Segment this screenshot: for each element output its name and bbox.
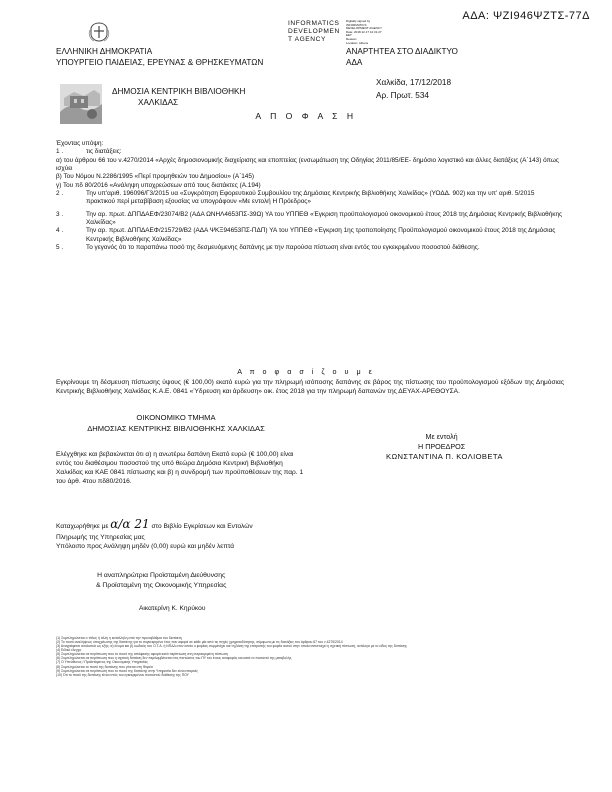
considerations [56,140,564,252]
list-item: 2 . Την υπ'αριθ. 196096/Γ3/2015 υα «Συγκρότηση Εφορευτικού Συμβουλίου της Δημόσιας Κεντρικής Βιβλιοθήκης Χαλκίδας» (ΥΟΔΔ. 902) και την υπ' αριθ. 5/2015 πρακτικού περί μεταβίβαση εξουσίας να υπογράφουν «Με εντολή Η Πρόεδρος» [56,189,535,206]
decide-heading: Α π ο φ α σ ί ζ ο υ μ ε [237,367,375,376]
verification-paragraph: Ελέγχθηκε και βεβαιώνεται ότι α) η ανωτέρω δαπάνη Εκατό ευρώ (€ 100,00) είναι εντός του διαθέσιμου ποσοστού της υπό θεώρα Δημόσια Κεντρική Βιβλιοθήκη Χαλκίδας και ΚΑΕ 0841 πίστωσης και β) η συνδρομή των προϋποθέσεων της παρ. 1 του άρθ. 4του πδ80/2016. [56,451,304,485]
list-item: 3 . Την αρ. πρωτ. ΔΠΠΔΑΕΦ/23074/Β2 (ΑΔΑ ΩΝΗΛ4653ΠΣ-39Ω) ΥΑ του ΥΠΠΕΘ «Έγκριση προϋπολογισμού οικονομικού έτους 2018 της Δημόσιας Κεντρικής Βιβλιοθήκης Χαλκίδας» [56,210,563,226]
deputy-head-title: Η αναπληρώτρια Προϊσταμένη Διεύθυνσης & Προϊσταμένη της Οικονομικής Υπηρεσίας [96,572,227,589]
digital-signature-note: Digitally signed by INFORMATICS DEVELOPMENT AGENCY Date: 2018.12.17 12:31:27 EET Reason: Location: Athens [346,19,382,45]
agency-label: INFORMATICS DEVELOPMEN T AGENCY [288,20,340,43]
footnote: (6) Συμπληρώνεται σε περίπτωση που η σχετική δαπάνη δεν περιλαμβάνεται στις πιστώσεις του ΠΥ του έτους αναφοράς και κατά το ποσοστό της μεταβολής [56,656,292,661]
list-item: 5 . Το γεγονός ότι το παραπάνω ποσό της δεσμευόμενης δαπάνης με την παρούσα πίστωση είναι εντός του εγκεκριμένου ποσοστού διάθεσης. [56,243,480,251]
ada-number: ΑΔΑ: ΨΖΙ946ΨΖΤΣ-77Δ [462,10,590,22]
footnote: (1) Συμπληρώνεται ο τίτλος ή άλλη η κατάλληλη από την πρωτοβάθμια του διατάκτη [56,636,182,640]
footnotes [56,636,576,677]
republic-header: ΕΛΛΗΝΙΚΗ ΔΗΜΟΚΡΑΤΙΑ ΥΠΟΥΡΓΕΙΟ ΠΑΙΔΕΙΑΣ, ΕΡΕΥΝΑΣ & ΘΡΗΣΚΕΥΜΑΤΩΝ [56,47,264,67]
date-protocol [376,76,451,102]
order-signature-block: Με εντολή Η ΠΡΟΕΔΡΟΣ [418,432,466,452]
registration-line: Καταχωρήθηκε με α/α 21 στο Βιβλίο Εγκρίσεων και Εντολών [56,517,253,531]
handwritten-number: α/α 21 [110,517,150,531]
list-subitem: α) του άρθρου 66 του ν.4270/2014 «Αρχές δημοσιονομικής διαχείρισης και εποπτείας (ενσωμάτωση της Οδηγίας 2011/85/ΕΕ- δημόσιο λογιστικό και άλλες διατάξεις (Α΄143) όπως ισχύει [56,156,559,172]
anartitea-header: ΑΝΑΡΤΗΤΕΑ ΣΤΟ ΔΙΑΔΙΚΤΥΟ ΑΔΑ [346,47,458,67]
footnote: (10) Ότι το ποσό της δαπάνης είναι εντός του εγκεκριμένου ποσοστού διάθεσης της ΠΟΥ [56,672,189,677]
financial-department: ΟΙΚΟΝΟΜΙΚΟ ΤΜΗΜΑ ΔΗΜΟΣΙΑΣ ΚΕΝΤΡΙΚΗΣ ΒΙΒΛΙΟΘΗΚΗΣ ΧΑΛΚΙΔΑΣ [87,413,265,433]
intro-text: Έχοντας υπόψη: [56,140,104,147]
footnote: (8) Συμπληρώνεται το ποσό της δαπάνης που γίνεται στη Φορέα [56,664,153,669]
protocol-number: Αρ. Πρωτ. 534 [376,91,429,101]
footnote: (3) Αναγράφεται αναλυτικά ως εξής: α) όνομα και β) κωδικός του Ο.Τ.Α. ή ΝΠΔΔ στον οποίο ο φορέας συμμετέχει και τη βάση της επιτροπής του φορέα αυτού στην οποία αντιστοιχεί η σχετική πίστωση, ανάλογα με το είδος της δαπάνης [56,644,408,649]
document-date: Χαλκίδα, 17/12/2018 [376,78,452,87]
list-subitem: γ) Του πδ 80/2016 «Ανάληψη υποχρεώσεων από τους διατάκτες (Α.194) [56,181,261,189]
greek-crest-icon [88,22,110,42]
footnote: (4) Ειδικό έλεγχο [56,648,82,653]
footnote: (2) Το ποσό αναλήψεως υποχρέωσης της δαπάνης για το συγκεκριμένο έτος που αφορά σε κάθε μία από τις πηγές χρηματοδότησης, σύμφωνα με τις διατάξεις του άρθρου 67 του ν.4270/2014 [56,640,343,645]
decision-title: Α Π Ο Φ Α Σ Η [255,111,357,121]
president-name: ΚΩΝΣΤΑΝΤΙΝΑ Π. ΚΟΛΙΟΒΕΤΑ [386,452,503,461]
footnote: (7) Ο Υπεύθυνος / Προϊστάμενος της Οικονομικής Υπηρεσίας [56,660,148,665]
list-item: 1 . τις διατάξεις: [56,148,122,156]
library-name: ΔΗΜΟΣΙΑ ΚΕΝΤΡΙΚΗ ΒΙΒΛΙΟΘΗΚΗ ΧΑΛΚΙΔΑΣ [112,87,246,108]
footnote: (5) Συμπληρώνεται σε περίπτωση που το ποσό της απόφασης αφορά κατά περίπτωση στη συγκεκριμένη πίστωση [56,652,228,657]
list-subitem: β) Του Νόμου Ν.2286/1995 «Περί προμηθειών του Δημοσίου» (Α΄145) [56,173,255,181]
list-item: 4 . Την αρ. πρωτ. ΔΠΠΔΑΕΦ/215729/Β2 (ΑΔΑ ΨΚΞ94653ΠΣ-ΠΔΠ) ΥΑ του ΥΠΠΕΘ «Έγκριση 1ης τροποποίησης Προϋπολογισμού οικονομικού έτους 2018 της Δημόσιας Κεντρικής Βιβλιοθήκης Χαλκίδας» [56,227,556,243]
footnote: (9) Συμπληρώνεται σε περίπτωση που το ποσό της δαπάνης στην Υπηρεσία δεν είναι επαρκές [56,668,198,673]
approval-paragraph: Εγκρίνουμε τη δέσμευση πίστωσης ύψους (€ 100,00) εκατό ευρώ για την πληρωμή ισόποσης δαπάνης σε βάρος της πίστωσης του προϋπολογισμού εξόδων της Δημόσιας Κεντρικής Βιβλιοθήκης Χαλκίδας Κ.Α.Ε. 0841 «Ύδρευση και άρδευση» οικ. έτος 2018 για την πληρωμή δαπανών της ΔΕΥΑΧ-ΑΡΕΘΟΥΣΑ. [56,379,564,395]
deputy-head-name: Αικατερίνη Κ. Κηρύκου [139,605,206,612]
registration-block: Καταχωρήθηκε με α/α 21 στο Βιβλίο Εγκρίσεων και Εντολών Πληρωμής της Υπηρεσίας μας Υπόλοιπο προς Ανάληψη μηδέν (0,00) ευρώ και μηδέν λεπτά [56,516,316,551]
